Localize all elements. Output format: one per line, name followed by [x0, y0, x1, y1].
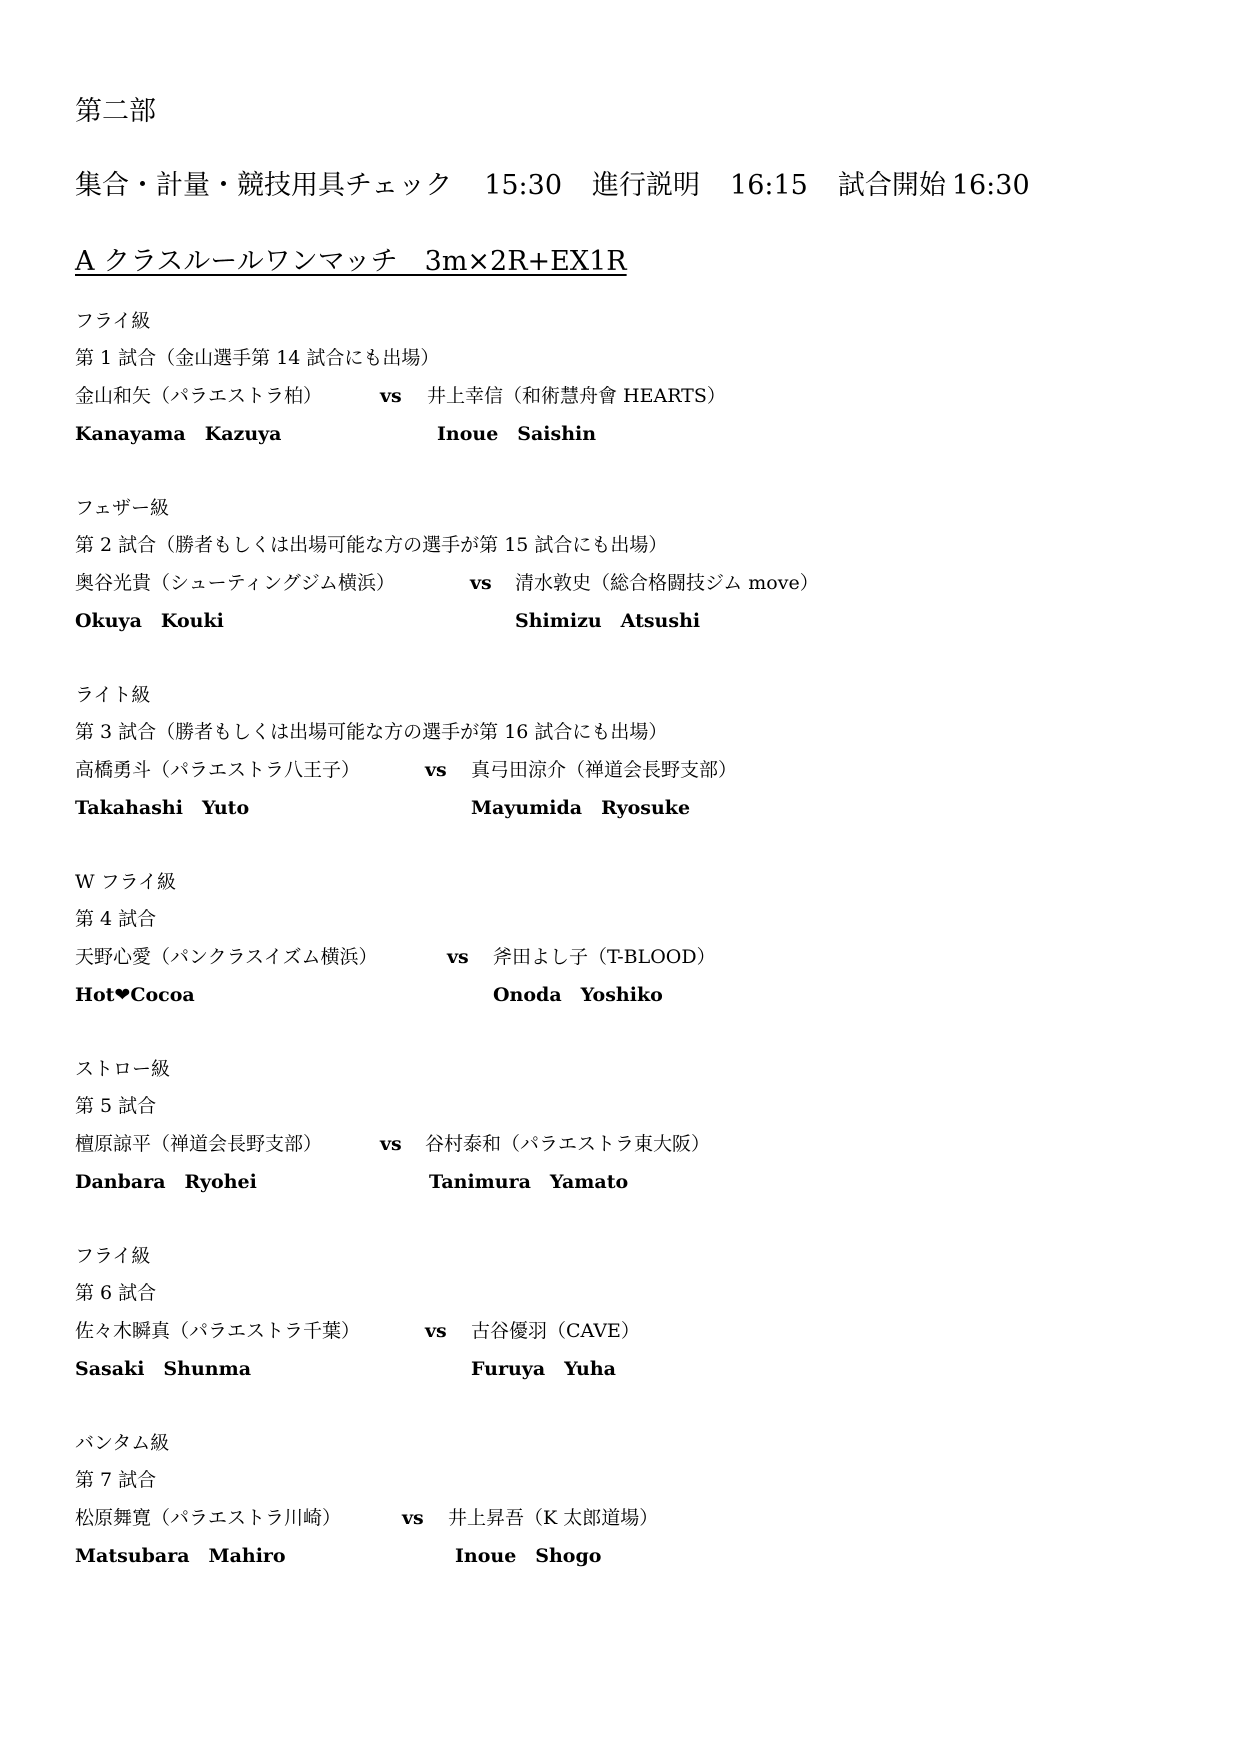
match-7	[75, 1428, 1175, 1578]
red-fighter-romaji: Sasaki Shunma	[75, 1358, 252, 1380]
blue-fighter-romaji: Furuya Yuha	[471, 1358, 616, 1380]
red-fighter-jp: 高橋勇斗（パラエストラ八王子）	[75, 759, 361, 781]
blue-fighter-romaji: Inoue Saishin	[437, 423, 597, 445]
checkin-label: 集合・計量・競技用具チェック	[75, 170, 453, 201]
weight-class: フェザー級	[75, 497, 170, 519]
match-1	[75, 306, 1175, 456]
bout-label: 第 3 試合（勝者もしくは出場可能な方の選手が第 16 試合にも出場）	[75, 721, 668, 743]
weight-class: ストロー級	[75, 1058, 171, 1080]
vs-label: vs	[425, 759, 447, 781]
red-romaji-first: Hot	[75, 984, 115, 1006]
bout-label: 第 2 試合（勝者もしくは出場可能な方の選手が第 15 試合にも出場）	[75, 534, 668, 556]
blue-fighter-romaji: Mayumida Ryosuke	[471, 797, 691, 819]
match-3	[75, 680, 1175, 830]
bout-label: 第 7 試合	[75, 1469, 157, 1491]
bout-label: 第 5 試合	[75, 1095, 157, 1117]
match-4	[75, 867, 1175, 1017]
blue-fighter-jp: 谷村泰和（パラエストラ東大阪）	[425, 1133, 711, 1155]
vs-label: vs	[447, 946, 469, 968]
blue-fighter-jp: 斧田よし子（T-BLOOD）	[493, 946, 716, 968]
blue-fighter-jp: 井上昇吾（K 太郎道場）	[448, 1507, 659, 1529]
blue-fighter-romaji: Shimizu Atsushi	[515, 610, 701, 632]
vs-label: vs	[402, 1507, 424, 1529]
blue-fighter-romaji: Inoue Shogo	[455, 1545, 602, 1567]
bout-label: 第 6 試合	[75, 1282, 157, 1304]
vs-label: vs	[425, 1320, 447, 1342]
red-fighter-jp: 檀原諒平（禅道会長野支部）	[75, 1133, 323, 1155]
match-6	[75, 1241, 1175, 1391]
red-fighter-romaji: Matsubara Mahiro	[75, 1545, 286, 1567]
blue-fighter-romaji: Onoda Yoshiko	[493, 984, 663, 1006]
checkin-time: 15:30	[484, 170, 563, 201]
red-fighter-romaji: Takahashi Yuto	[75, 797, 250, 819]
vs-label: vs	[470, 572, 492, 594]
heart-icon: ❤	[114, 984, 131, 1006]
vs-label: vs	[380, 385, 402, 407]
red-romaji-second: Cocoa	[130, 984, 195, 1006]
red-fighter-romaji: Danbara Ryohei	[75, 1171, 257, 1193]
weight-class: W フライ級	[75, 871, 176, 893]
bout-label: 第 4 試合	[75, 908, 157, 930]
schedule-line	[75, 168, 1030, 204]
briefing-time: 16:15	[730, 170, 808, 201]
weight-class: バンタム級	[75, 1432, 170, 1454]
red-fighter-jp: 佐々木瞬真（パラエストラ千葉）	[75, 1320, 361, 1342]
red-fighter-romaji	[75, 980, 195, 1010]
vs-label: vs	[380, 1133, 402, 1155]
blue-fighter-jp: 真弓田涼介（禅道会長野支部）	[471, 759, 738, 781]
match-2	[75, 493, 1175, 643]
match-5	[75, 1054, 1175, 1204]
blue-fighter-jp: 清水敦史（総合格闘技ジム move）	[515, 572, 819, 594]
red-fighter-jp: 松原舞寛（パラエストラ川崎）	[75, 1507, 342, 1529]
red-fighter-jp: 金山和矢（パラエストラ柏）	[75, 385, 323, 407]
start-label: 試合開始	[837, 170, 946, 201]
red-fighter-romaji: Kanayama Kazuya	[75, 423, 282, 445]
blue-fighter-jp: 井上幸信（和術慧舟會 HEARTS）	[427, 385, 726, 407]
part-title: 第二部	[75, 96, 156, 127]
rule-heading: A クラスルールワンマッチ 3m×2R+EX1R	[75, 246, 627, 277]
blue-fighter-jp: 古谷優羽（CAVE）	[471, 1320, 640, 1342]
red-fighter-jp: 奥谷光貴（シューティングジム横浜）	[75, 572, 395, 594]
blue-fighter-romaji: Tanimura Yamato	[429, 1171, 629, 1193]
weight-class: フライ級	[75, 310, 151, 332]
red-fighter-romaji: Okuya Kouki	[75, 610, 224, 632]
briefing-label: 進行説明	[592, 170, 701, 201]
bout-label: 第 1 試合（金山選手第 14 試合にも出場）	[75, 347, 440, 369]
weight-class: ライト級	[75, 684, 151, 706]
red-fighter-jp: 天野心愛（パンクラスイズム横浜）	[75, 946, 378, 968]
start-time: 16:30	[951, 170, 1030, 201]
weight-class: フライ級	[75, 1245, 151, 1267]
